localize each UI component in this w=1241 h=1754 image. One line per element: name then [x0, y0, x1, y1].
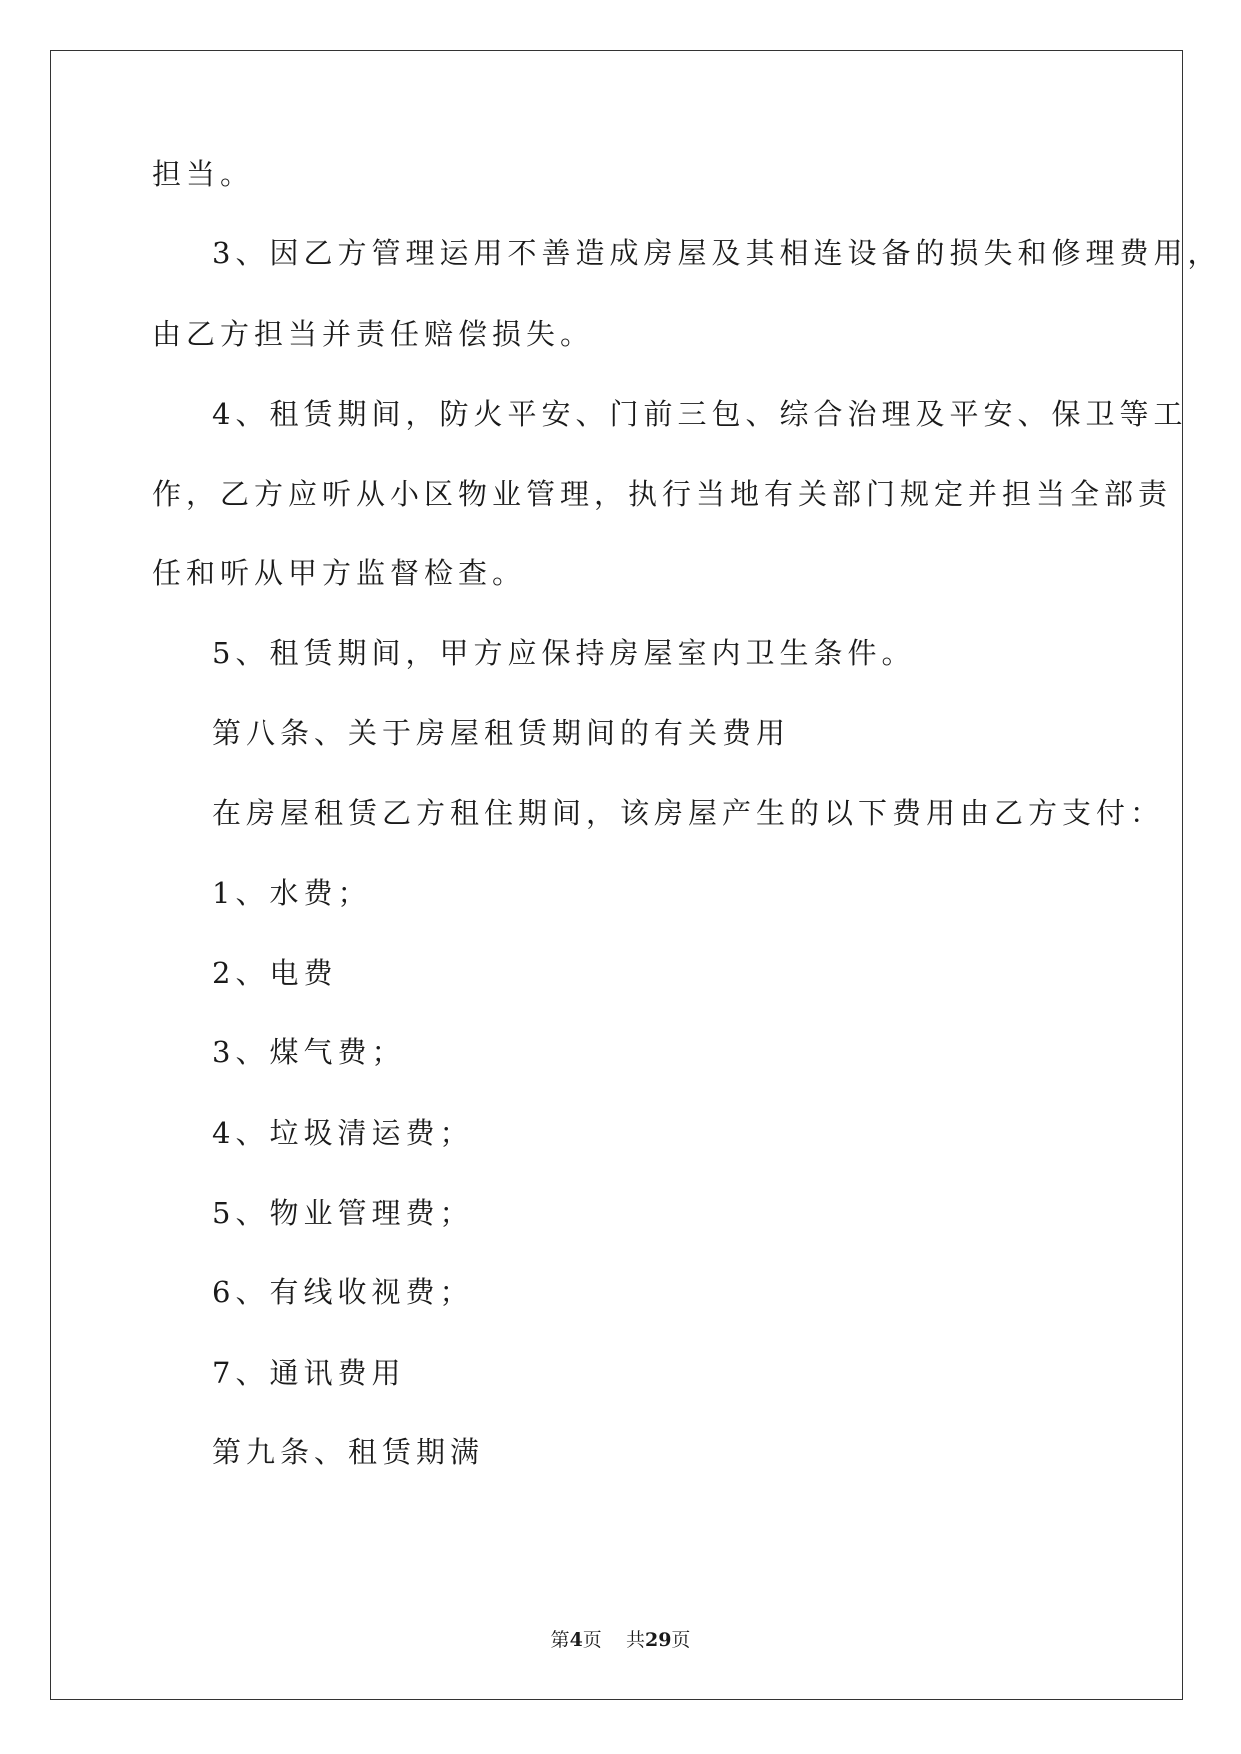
body-line-5: 作，乙方应听从小区物业管理，执行当地有关部门规定并担当全部责: [152, 477, 1173, 511]
list-item-5: 5、物业管理费；: [212, 1196, 474, 1230]
body-line-1: 担当。: [152, 157, 255, 191]
footer-suffix: 页: [671, 1629, 691, 1651]
body-line-2: 3、因乙方管理运用不善造成房屋及其相连设备的损失和修理费用，: [212, 236, 1222, 270]
page-footer: [0, 1628, 1241, 1652]
body-line-9: 在房屋租赁乙方租住期间，该房屋产生的以下费用由乙方支付：: [212, 796, 1165, 830]
list-item-6: 6、有线收视费；: [212, 1275, 474, 1309]
list-item-4: 4、垃圾清运费；: [212, 1116, 474, 1150]
footer-current-page: 4: [569, 1629, 583, 1651]
section-heading-8: 第八条、关于房屋租赁期间的有关费用: [212, 716, 791, 750]
footer-prefix: 第: [550, 1629, 570, 1651]
list-item-7: 7、通讯费用: [212, 1356, 406, 1390]
body-line-4: 4、租赁期间，防火平安、门前三包、综合治理及平安、保卫等工: [212, 397, 1188, 431]
list-item-2: 2、电费: [212, 956, 338, 990]
footer-middle: 页 共: [582, 1629, 645, 1651]
footer-total-pages: 29: [644, 1629, 672, 1651]
body-line-7: 5、租赁期间，甲方应保持房屋室内卫生条件。: [212, 636, 916, 670]
body-line-6: 任和听从甲方监督检查。: [152, 556, 527, 590]
section-heading-9: 第九条、租赁期满: [212, 1435, 485, 1469]
body-line-3: 由乙方担当并责任赔偿损失。: [152, 317, 595, 351]
list-item-1: 1、水费；: [212, 876, 372, 910]
list-item-3: 3、煤气费；: [212, 1035, 406, 1069]
